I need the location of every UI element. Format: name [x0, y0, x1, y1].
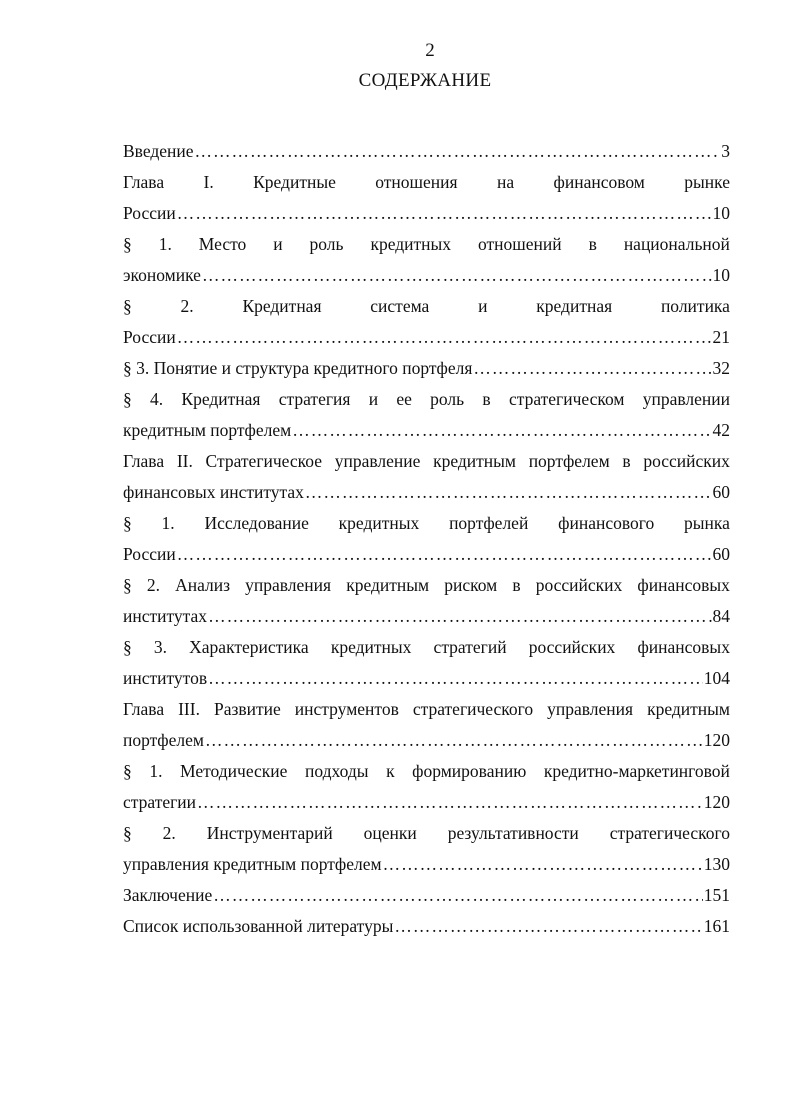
toc-word: в	[588, 234, 597, 254]
toc-entry-line	[123, 167, 730, 198]
toc-word: риском	[444, 575, 498, 595]
toc-word: в	[622, 451, 631, 471]
toc-entry-line	[123, 291, 730, 322]
toc-page-number: 151	[703, 885, 730, 905]
toc-page-number: 161	[703, 916, 730, 936]
toc-leader-dots	[213, 880, 703, 911]
toc-word: финансового	[558, 513, 655, 533]
toc-entry-text: портфелем	[123, 730, 204, 750]
toc-word: рынка	[684, 513, 730, 533]
toc-word: портфелей	[449, 513, 529, 533]
toc-entry-line	[123, 632, 730, 663]
toc-word: и	[273, 234, 283, 254]
toc-entry-text: институтов	[123, 668, 208, 688]
toc-word: национальной	[623, 234, 730, 254]
toc-entry-text: стратегии	[123, 792, 197, 812]
toc-entry-text: управления кредитным портфелем	[123, 854, 382, 874]
toc-entry-last-line	[123, 663, 730, 694]
toc-entry-last-line	[123, 415, 730, 446]
toc-entry-text: Список использованной литературы	[123, 916, 394, 936]
toc-word: 4.	[150, 389, 164, 409]
toc-word: и	[478, 296, 488, 316]
toc-word: 1.	[149, 761, 163, 781]
toc-word: §	[123, 637, 132, 657]
toc-leader-dots	[202, 260, 712, 291]
toc-word: II.	[176, 451, 193, 471]
toc-entry-last-line	[123, 787, 730, 818]
toc-word: Характеристика	[189, 637, 309, 657]
toc-entry-last-line	[123, 353, 730, 384]
toc-entry	[123, 818, 730, 880]
toc-entry-last-line	[123, 601, 730, 632]
toc-word: 1.	[161, 513, 175, 533]
toc-entry	[123, 570, 730, 632]
toc-word: система	[370, 296, 430, 316]
toc-entry-text: кредитным портфелем	[123, 420, 292, 440]
toc-word: управлении	[642, 389, 730, 409]
toc-word: §	[123, 513, 132, 533]
toc-entry	[123, 880, 730, 911]
toc-entry-line	[123, 694, 730, 725]
toc-word: политика	[660, 296, 730, 316]
toc-word: 2.	[180, 296, 194, 316]
toc-page-number: 120	[703, 730, 730, 750]
toc-word: Глава	[123, 172, 165, 192]
toc-word: Исследование	[204, 513, 309, 533]
toc-word: подходы	[305, 761, 369, 781]
toc-page-number: 42	[712, 420, 730, 440]
toc-entry-line	[123, 446, 730, 477]
toc-entry-line	[123, 818, 730, 849]
toc-entry-text: финансовых институтах	[123, 482, 304, 502]
toc-word: стратегий	[433, 637, 507, 657]
toc-entry-text: России	[123, 327, 176, 347]
toc-leader-dots	[197, 787, 703, 818]
toc-page-number: 3	[721, 141, 730, 161]
toc-word: управления	[547, 699, 634, 719]
toc-leader-dots	[195, 136, 721, 167]
toc-word: к	[386, 761, 395, 781]
toc-word: российских	[528, 637, 616, 657]
toc-word: Кредитные	[253, 172, 336, 192]
toc-word: на	[496, 172, 515, 192]
toc-page-number: 120	[703, 792, 730, 812]
toc-entry-last-line	[123, 849, 730, 880]
toc-word: финансовом	[553, 172, 645, 192]
toc-leader-dots	[177, 198, 712, 229]
toc-word: кредитных	[338, 513, 420, 533]
toc-word: 2.	[146, 575, 160, 595]
toc-page-number: 84	[712, 606, 730, 626]
toc-leader-dots	[394, 911, 702, 942]
toc-word: Инструментарий	[206, 823, 333, 843]
toc-entry-last-line	[123, 136, 730, 167]
toc-entry-line	[123, 756, 730, 787]
toc-word: российских	[535, 575, 623, 595]
toc-page-number: 32	[712, 358, 730, 378]
toc-word: финансовых	[637, 637, 730, 657]
toc-word: III.	[178, 699, 200, 719]
toc-word: стратегия	[278, 389, 351, 409]
page-title: СОДЕРЖАНИЕ	[358, 70, 492, 91]
toc-word: кредитно-маркетинговой	[543, 761, 730, 781]
toc-word: российских	[643, 451, 730, 471]
toc-word: кредитных	[370, 234, 452, 254]
toc-word: Анализ	[175, 575, 231, 595]
toc-entry-last-line	[123, 477, 730, 508]
toc-word: §	[123, 823, 132, 843]
toc-entry	[123, 353, 730, 384]
toc-word: управление	[334, 451, 421, 471]
toc-page-number: 21	[712, 327, 730, 347]
toc-entry	[123, 632, 730, 694]
toc-word: ее	[396, 389, 412, 409]
toc-word: кредитным	[647, 699, 730, 719]
table-of-contents	[123, 136, 730, 942]
toc-word: I.	[203, 172, 214, 192]
toc-leader-dots	[292, 415, 711, 446]
toc-entry-text: институтах	[123, 606, 208, 626]
toc-word: Кредитная	[242, 296, 322, 316]
toc-word: кредитным	[346, 575, 430, 595]
toc-leader-dots	[177, 322, 712, 353]
toc-word: кредитных	[330, 637, 412, 657]
toc-word: Стратегическое	[205, 451, 322, 471]
toc-word: оценки	[363, 823, 417, 843]
toc-word: роль	[430, 389, 465, 409]
toc-entry-text: России	[123, 544, 176, 564]
toc-entry	[123, 694, 730, 756]
toc-word: Методические	[180, 761, 288, 781]
toc-word: 3.	[153, 637, 168, 657]
toc-page-number: 104	[703, 668, 730, 688]
toc-word: §	[123, 296, 132, 316]
toc-entry-text: экономике	[123, 265, 201, 285]
toc-word: управления	[245, 575, 332, 595]
toc-leader-dots	[208, 601, 711, 632]
toc-entry-text: § 3. Понятие и структура кредитного портфеля	[123, 358, 473, 378]
toc-entry-last-line	[123, 911, 730, 942]
toc-word: в	[482, 389, 491, 409]
toc-entry-last-line	[123, 322, 730, 353]
toc-word: в	[512, 575, 521, 595]
toc-entry-last-line	[123, 725, 730, 756]
toc-leader-dots	[383, 849, 703, 880]
toc-entry	[123, 229, 730, 291]
toc-word: формированию	[412, 761, 527, 781]
toc-word: Развитие	[213, 699, 281, 719]
toc-page-number: 10	[712, 265, 730, 285]
toc-page-number: 60	[712, 482, 730, 502]
toc-entry-text: Введение	[123, 141, 194, 161]
toc-entry-text: России	[123, 203, 176, 223]
toc-word: стратегического	[609, 823, 730, 843]
toc-word: Место	[198, 234, 247, 254]
toc-leader-dots	[208, 663, 703, 694]
toc-entry-line	[123, 508, 730, 539]
toc-word: результативности	[447, 823, 579, 843]
toc-word: стратегического	[412, 699, 534, 719]
toc-word: кредитным	[433, 451, 516, 471]
toc-leader-dots	[205, 725, 703, 756]
toc-word: §	[123, 761, 132, 781]
toc-word: портфелем	[528, 451, 610, 471]
toc-word: роль	[309, 234, 344, 254]
toc-word: §	[123, 389, 132, 409]
toc-word: финансовых	[637, 575, 730, 595]
toc-entry	[123, 384, 730, 446]
toc-leader-dots	[473, 353, 711, 384]
toc-entry-line	[123, 384, 730, 415]
toc-page-number: 60	[712, 544, 730, 564]
toc-word: инструментов	[294, 699, 399, 719]
toc-entry	[123, 756, 730, 818]
toc-entry	[123, 508, 730, 570]
toc-word: и	[368, 389, 379, 409]
toc-entry-last-line	[123, 539, 730, 570]
toc-entry-line	[123, 570, 730, 601]
toc-entry-last-line	[123, 880, 730, 911]
toc-entry	[123, 911, 730, 942]
toc-entry-last-line	[123, 198, 730, 229]
toc-entry-line	[123, 229, 730, 260]
toc-word: 2.	[162, 823, 176, 843]
page-number: 2	[425, 40, 435, 61]
toc-entry	[123, 136, 730, 167]
toc-word: Глава	[123, 699, 165, 719]
toc-page-number: 10	[712, 203, 730, 223]
toc-word: Кредитная	[181, 389, 261, 409]
toc-word: рынке	[684, 172, 730, 192]
toc-entry	[123, 167, 730, 229]
toc-word: стратегическом	[508, 389, 625, 409]
toc-entry-last-line	[123, 260, 730, 291]
toc-word: 1.	[158, 234, 172, 254]
toc-leader-dots	[305, 477, 712, 508]
toc-word: отношений	[478, 234, 562, 254]
toc-page-number: 130	[703, 854, 730, 874]
toc-word: Глава	[123, 451, 165, 471]
toc-word: кредитная	[536, 296, 613, 316]
toc-entry	[123, 446, 730, 508]
toc-word: §	[123, 575, 132, 595]
toc-word: отношения	[375, 172, 458, 192]
toc-entry	[123, 291, 730, 353]
toc-leader-dots	[177, 539, 712, 570]
toc-word: §	[123, 234, 132, 254]
toc-entry-text: Заключение	[123, 885, 213, 905]
